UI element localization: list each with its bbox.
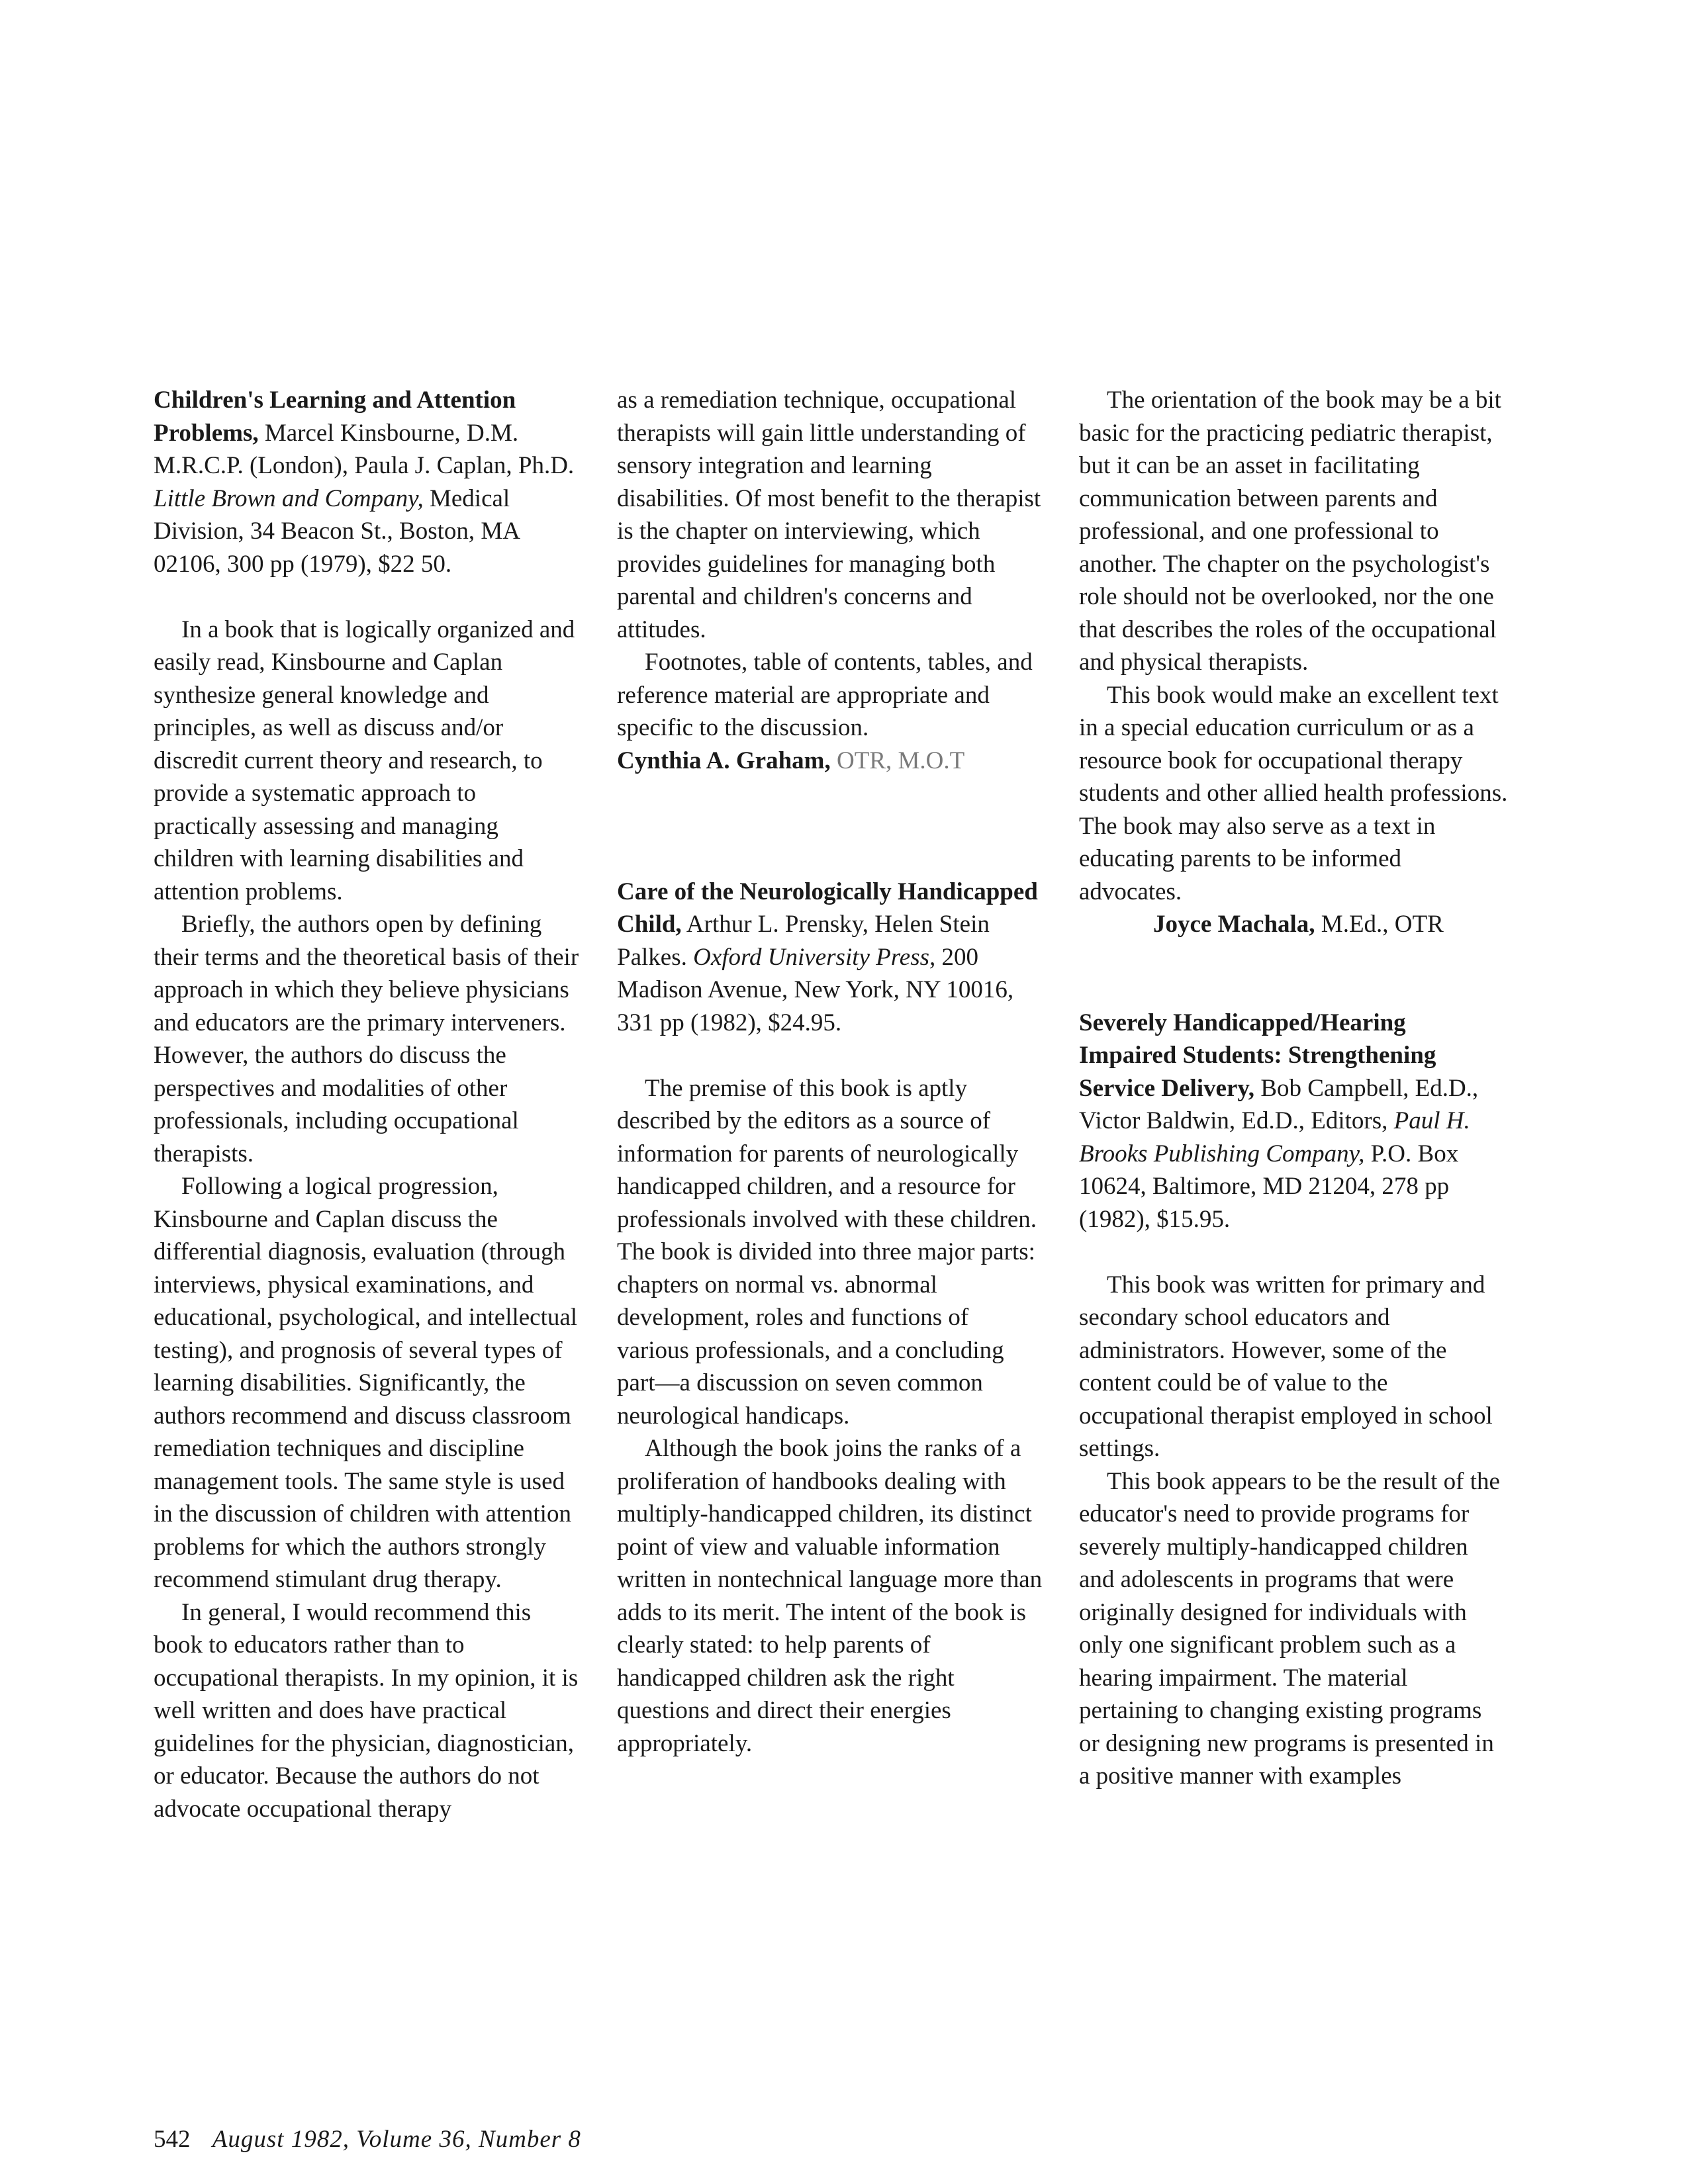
review-1-citation [154,384,579,580]
review-2-reviewer-credentials: M.Ed., OTR [1321,911,1444,938]
review-3-paragraph: This book was written for primary and secondary school educators and administrators. However, some of the content could be of value to the occupational therapist employed in school settings. [1079,1271,1493,1462]
review-3-publisher: Paul H. Brooks Publishing Company, [1079,1107,1470,1167]
review-3-citation [1079,1007,1508,1236]
review-2-reviewer-name: Joyce Machala, [1153,911,1315,938]
review-1-title: Children's Learning and Attention Problems, [154,387,516,447]
review-1-paragraph: In a book that is logically organized and easily read, Kinsbourne and Caplan synthesize general knowledge and principles, as well as discuss and/or discredit current theory and research, to provide a systematic approach to practically assessing and managing children with learning disabilities and attention problems. [154,615,575,905]
review-3-title: Severely Handicapped/Hearing Impaired Students: Strengthening Service Delivery, [1079,1009,1436,1102]
issue-info: August 1982, Volume 36, Number 8 [212,2126,581,2153]
review-3-authors: Bob Campbell, Ed.D., Victor Baldwin, Ed.D., Editors, [1079,1074,1479,1134]
review-2-publisher: Oxford University Press, [693,943,936,971]
review-1-reviewer-credentials: OTR, M.O.T [837,747,965,774]
review-2-reviewer [1079,908,1508,941]
review-2-paragraph: This book would make an excellent text in a special education curriculum or as a resource book for occupational therapy students and other allied health professions. The book may also serve as a text in educating parents to be informed advocates. [1079,681,1508,905]
review-1-publisher-details: Medical Division, 34 Beacon St., Boston, MA 02106, 300 pp (1979), $22 50. [154,484,519,578]
review-1-authors: Marcel Kinsbourne, D.M. M.R.C.P. (London), Paula J. Caplan, Ph.D. [154,419,575,479]
review-2-citation [617,876,1043,1040]
review-2-paragraph: Although the book joins the ranks of a proliferation of handbooks dealing with multiply-handicapped children, its distinct point of view and valuable information written in nontechnical language more than adds to its merit. The intent of the book is clearly stated: to help parents of handicapped children ask the right questions and direct their energies appropriately. [617,1435,1043,1757]
page-footer [154,2123,581,2156]
column-1 [154,384,579,1825]
review-1-paragraph: In general, I would recommend this book to educators rather than to occupational therapists. In my opinion, it is well written and does have practical guidelines for the physician, diagnostician, or educator. Because the authors do not advocate occupational therapy [154,1598,579,1823]
review-1-paragraph: Footnotes, table of contents, tables, and reference material are appropriate and specific to the discussion. [617,649,1033,741]
review-1-publisher: Little Brown and Company, [154,484,424,512]
review-1-reviewer-name: Cynthia A. Graham, [617,747,831,774]
review-1-paragraph: Briefly, the authors open by defining their terms and the theoretical basis of their approach in which they believe physicians and educators are the primary interveners. However, the authors do discuss the perspectives and modalities of other professionals, including occupational therapists. [154,911,579,1167]
column-2 [617,384,1043,1760]
review-1-paragraph: Following a logical progression, Kinsbourne and Caplan discuss the differential diagnosis, evaluation (through interviews, physical examinations, and educational, psychological, and intellectual testing), and prognosis of several types of learning disabilities. Significantly, the authors recommend and discuss classroom remediation techniques and discipline management tools. The same style is used in the discussion of children with attention problems for which the authors strongly recommend stimulant drug therapy. [154,1173,578,1593]
review-2-publisher-details: 200 Madison Avenue, New York, NY 10016, 331 pp (1982), $24.95. [617,943,1014,1036]
review-3-paragraph: This book appears to be the result of the educator's need to provide programs for severely multiply-handicapped children and adolescents in programs that were originally designed for individuals with only one significant problem such as a hearing impairment. The material pertaining to changing existing programs or designing new programs is presented in a positive manner with examples [1079,1467,1500,1790]
review-1-reviewer [617,745,1043,778]
review-2-paragraph: The premise of this book is aptly described by the editors as a source of information for parents of neurologically handicapped children, and a resource for professionals involved with these children. The book is divided into three major parts: chapters on normal vs. abnormal development, roles and functions of various professionals, and a concluding part—a discussion on seven common neurological handicaps. [617,1074,1037,1430]
review-2-title: Care of the Neurologically Handicapped Child, [617,878,1038,938]
page-number: 542 [154,2126,191,2153]
review-2-authors: Arthur L. Prensky, Helen Stein Palkes. [617,911,990,971]
review-2-paragraph: The orientation of the book may be a bit basic for the practicing pediatric therapist, but it can be an asset in facilitating communication between parents and professional, and one professional to another. The chapter on the psychologist's role should not be overlooked, nor the one that describes the roles of the occupational and physical therapists. [1079,387,1501,676]
column-3 [1079,384,1508,1793]
review-1-paragraph: as a remediation technique, occupational therapists will gain little understanding of sensory integration and learning disabilities. Of most benefit to the therapist is the chapter on interviewing, which provides guidelines for managing both parental and children's concerns and attitudes. [617,387,1041,643]
review-3-publisher-details: P.O. Box 10624, Baltimore, MD 21204, 278 pp (1982), $15.95. [1079,1140,1459,1233]
